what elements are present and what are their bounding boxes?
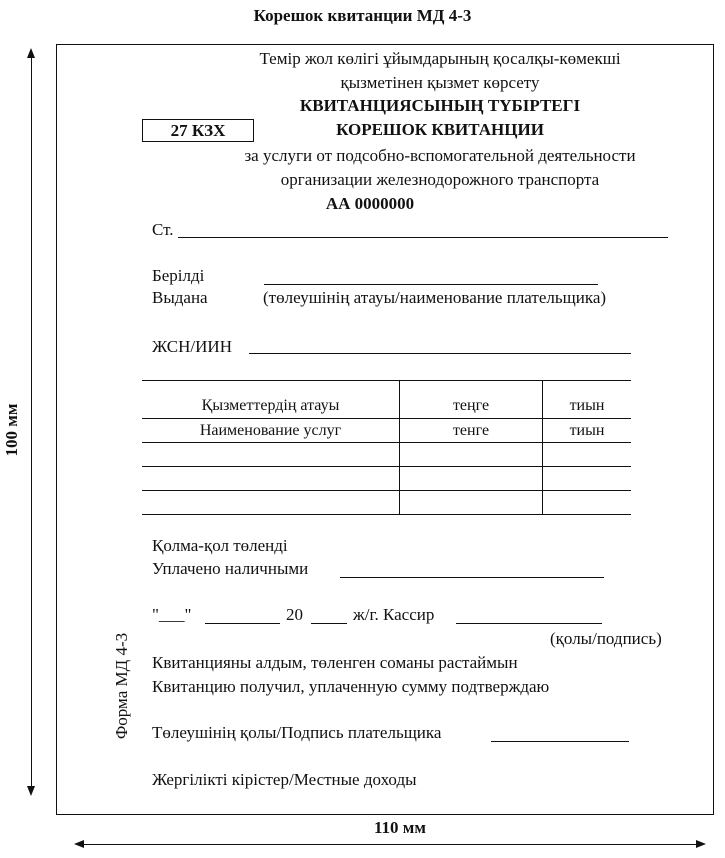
- arrow-down-icon: [27, 786, 35, 796]
- code-box: 27 КЗХ: [142, 119, 254, 142]
- payer-signature-label: Төлеушінің қолы/Подпись плательщика: [152, 723, 442, 742]
- table-cell[interactable]: [400, 491, 543, 515]
- date-quote: "___": [152, 605, 192, 624]
- table-header-cell: тенге: [400, 419, 543, 443]
- station-label: Ст.: [152, 220, 174, 239]
- height-label: 100 мм: [2, 403, 21, 457]
- table-cell[interactable]: [543, 491, 632, 515]
- received-label-kz: Квитанцияны алдым, төленген соманы растаймын: [152, 653, 518, 672]
- signature-caption: (қолы/подпись): [550, 629, 662, 648]
- local-income-label: Жергілікті кірістер/Местные доходы: [152, 770, 417, 789]
- table-header-cell: тиын: [543, 381, 632, 419]
- table-row: [142, 491, 631, 515]
- table-cell[interactable]: [400, 467, 543, 491]
- header-title-kz: КВИТАНЦИЯСЫНЫҢ ТҮБІРТЕГІ: [299, 96, 581, 115]
- payer-caption: (төлеушінің атауы/наименование плательщика): [263, 288, 607, 307]
- table-header-cell: тиын: [543, 419, 632, 443]
- receipt-number: АА 0000000: [325, 194, 415, 213]
- table-header-row: [142, 381, 631, 419]
- received-label-ru: Квитанцию получил, уплаченную сумму подтверждаю: [152, 677, 550, 696]
- header-line-6: организации железнодорожного транспорта: [280, 170, 600, 189]
- table-header-cell: Наименование услуг: [142, 419, 400, 443]
- issued-label-kz: Берілді: [152, 266, 205, 285]
- width-dimension-line: [80, 844, 700, 845]
- services-table: [142, 380, 631, 515]
- iin-field[interactable]: [249, 353, 631, 354]
- cashier-label: ж/г. Кассир: [353, 605, 435, 624]
- table-header-row: [142, 419, 631, 443]
- header-title-ru: КОРЕШОК КВИТАНЦИИ: [336, 120, 544, 139]
- header-line-1: Темір жол көлігі ұйымдарының қосалқы-көмекші: [259, 49, 621, 68]
- issued-label-ru: Выдана: [152, 288, 208, 307]
- year-prefix: 20: [286, 605, 303, 624]
- payer-name-field[interactable]: [264, 284, 598, 285]
- table-row: [142, 443, 631, 467]
- table-row: [142, 467, 631, 491]
- cashier-signature-field[interactable]: [456, 623, 602, 624]
- paid-label-ru: Уплачено наличными: [152, 559, 309, 578]
- arrow-up-icon: [27, 48, 35, 58]
- table-cell[interactable]: [142, 491, 400, 515]
- paid-label-kz: Қолма-қол төленді: [152, 536, 288, 555]
- arrow-right-icon: [696, 840, 706, 848]
- form-code-vertical: Форма МД 4-3: [112, 632, 131, 740]
- iin-label: ЖСН/ИИН: [152, 337, 232, 356]
- paid-amount-field[interactable]: [340, 577, 604, 578]
- payer-signature-field[interactable]: [491, 741, 629, 742]
- table-cell[interactable]: [142, 443, 400, 467]
- width-label: 110 мм: [374, 818, 426, 837]
- header-line-5: за услуги от подсобно-вспомогательной деятельности: [244, 146, 636, 165]
- station-field[interactable]: [178, 237, 668, 238]
- table-header-cell: Қызметтердің атауы: [142, 381, 400, 419]
- height-dimension-line: [31, 52, 32, 792]
- month-field[interactable]: [205, 623, 280, 624]
- table-cell[interactable]: [142, 467, 400, 491]
- table-header-cell: теңге: [400, 381, 543, 419]
- table-cell[interactable]: [543, 467, 632, 491]
- year-field[interactable]: [311, 623, 347, 624]
- table-cell[interactable]: [400, 443, 543, 467]
- table-cell[interactable]: [543, 443, 632, 467]
- arrow-left-icon: [74, 840, 84, 848]
- page-heading: Корешок квитанции МД 4-3: [253, 6, 472, 25]
- header-line-2: қызметінен қызмет көрсету: [340, 73, 540, 92]
